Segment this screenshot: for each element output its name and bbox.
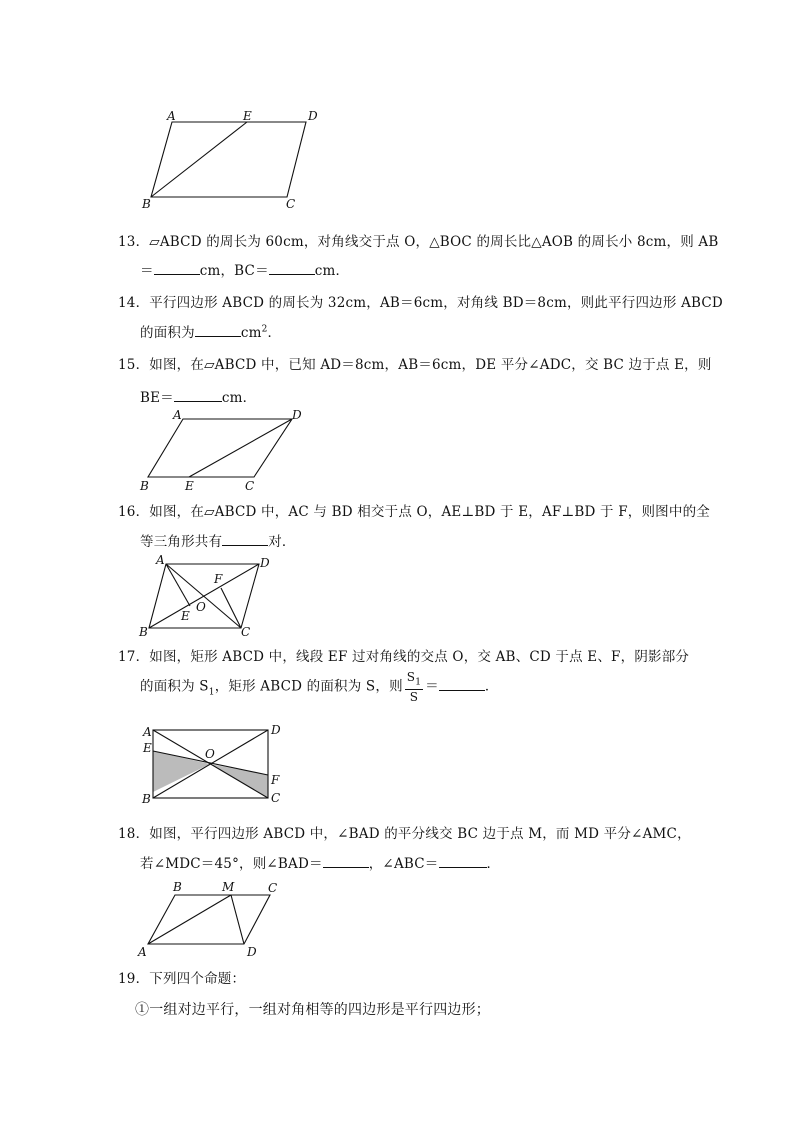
label-f: F (214, 572, 223, 586)
label-b: B (173, 880, 182, 894)
q14-unit-exponent: 2 (261, 324, 268, 335)
label-d: D (308, 109, 318, 123)
q15-text-a: BE＝ (140, 390, 174, 406)
label-b: B (142, 792, 151, 806)
q13-text-a: ＝ (140, 263, 154, 279)
q14-text-c: ． (267, 325, 282, 341)
q13-text-c: cm． (314, 263, 350, 279)
question-19-line1: 19．下列四个命题： (118, 971, 246, 987)
label-e: E (243, 109, 252, 123)
parallelogram-abcd-q18 (148, 895, 270, 944)
label-c: C (241, 625, 251, 639)
frac-numerator-sub: 1 (415, 677, 422, 688)
label-e: E (143, 741, 152, 755)
question-19-proposition-1: ①一组对边平行，一组对角相等的四边形是平行四边形； (135, 1002, 490, 1018)
label-c: C (286, 197, 296, 211)
segment-am (148, 895, 231, 944)
q18-text-a: 若∠MDC＝45°，则∠BAD＝ (140, 856, 323, 872)
label-a: A (156, 553, 165, 567)
q18-text-b: ，∠ABC＝ (368, 856, 439, 872)
label-e: E (181, 609, 190, 623)
q15-text-b: cm． (221, 390, 257, 406)
label-a: A (138, 945, 147, 959)
label-c: C (245, 479, 255, 493)
label-o: O (205, 747, 215, 761)
question-13-line1: 13．▱ABCD 的周长为 60cm，对角线交于点 O，△BOC 的周长比△AOB 的周长小 8cm，则 AB (118, 234, 719, 250)
label-b: B (140, 479, 149, 493)
label-f: F (271, 773, 280, 787)
question-18-line1: 18．如图，平行四边形 ABCD 中，∠BAD 的平分线交 BC 边于点 M，而 MD 平分∠AMC， (118, 826, 691, 842)
q14-text-a: 的面积为 (140, 325, 195, 341)
label-d: D (247, 945, 257, 959)
q17-text-b: ，矩形 ABCD 的面积为 S，则 (214, 678, 403, 695)
label-c: C (268, 881, 278, 895)
label-b: B (142, 197, 151, 211)
label-c: C (271, 791, 281, 805)
label-d: D (292, 408, 302, 422)
q16-text-b: 对． (268, 534, 296, 550)
label-m: M (222, 880, 235, 894)
label-a: A (167, 109, 176, 123)
frac-numerator: S (406, 670, 416, 684)
q14-unit: cm (240, 325, 262, 341)
question-16-line1: 16．如图，在▱ABCD 中，AC 与 BD 相交于点 O，AE⊥BD 于 E，AF⊥BD 于 F，则图中的全 (118, 504, 710, 520)
segment-md (231, 895, 244, 944)
q17-sub: 1 (208, 687, 215, 698)
label-d: D (271, 723, 281, 737)
question-15-line1: 15．如图，在▱ABCD 中，已知 AD＝8cm，AB＝6cm，DE 平分∠ADC，交 BC 边于点 E，则 (118, 357, 712, 373)
q17-text-c: ＝ (425, 678, 439, 695)
q13-text-b: cm，BC＝ (199, 263, 269, 279)
label-b: B (139, 625, 148, 639)
question-17-line1: 17．如图，矩形 ABCD 中，线段 EF 过对角线的交点 O，交 AB、CD 于点 E、F，阴影部分 (118, 649, 690, 665)
q16-text-a: 等三角形共有 (140, 534, 223, 550)
label-a: A (173, 408, 182, 422)
frac-denominator: S (409, 690, 419, 705)
q18-text-c: ． (486, 856, 501, 872)
label-d: D (260, 556, 270, 570)
label-e: E (185, 479, 194, 493)
question-14-line1: 14．平行四边形 ABCD 的周长为 32cm，AB＝6cm，对角线 BD＝8cm，则此平行四边形 ABCD (118, 295, 723, 311)
label-a: A (143, 725, 152, 739)
q17-text-d: ． (484, 678, 499, 695)
label-o: O (196, 600, 206, 614)
q17-text-a: 的面积为 S (140, 678, 209, 695)
